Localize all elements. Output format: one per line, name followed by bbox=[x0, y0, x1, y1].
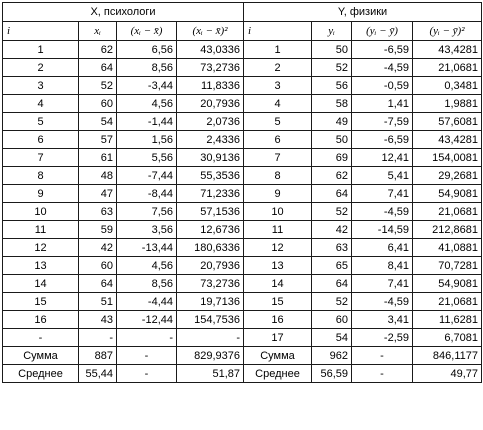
x-index-cell: 9 bbox=[3, 185, 79, 203]
x-header-index: i bbox=[3, 22, 79, 41]
y-value-cell: 50 bbox=[312, 41, 352, 59]
y-squared-deviation-cell: 70,7281 bbox=[413, 257, 482, 275]
y-deviation-cell: -6,59 bbox=[352, 131, 413, 149]
y-squared-deviation-cell: 49,77 bbox=[413, 365, 482, 383]
y-value-cell: 56 bbox=[312, 77, 352, 95]
x-deviation-cell: -12,44 bbox=[117, 311, 177, 329]
table-row bbox=[3, 275, 482, 293]
x-deviation-cell: 1,56 bbox=[117, 131, 177, 149]
table-row bbox=[3, 203, 482, 221]
x-value-cell: 62 bbox=[79, 41, 117, 59]
y-value-cell: 54 bbox=[312, 329, 352, 347]
y-index-cell: Среднее bbox=[244, 365, 312, 383]
y-index-cell: 12 bbox=[244, 239, 312, 257]
y-deviation-cell: -0,59 bbox=[352, 77, 413, 95]
x-deviation-cell: 8,56 bbox=[117, 59, 177, 77]
y-deviation-cell: 1,41 bbox=[352, 95, 413, 113]
x-header-value: xᵢ bbox=[79, 22, 117, 41]
x-index-cell: 2 bbox=[3, 59, 79, 77]
x-value-cell: 55,44 bbox=[79, 365, 117, 383]
y-squared-deviation-cell: 54,9081 bbox=[413, 185, 482, 203]
table-row bbox=[3, 59, 482, 77]
y-deviation-cell: 5,41 bbox=[352, 167, 413, 185]
y-index-cell: 9 bbox=[244, 185, 312, 203]
x-value-cell: 60 bbox=[79, 257, 117, 275]
y-deviation-cell: -14,59 bbox=[352, 221, 413, 239]
y-squared-deviation-cell: 1,9881 bbox=[413, 95, 482, 113]
summary-row bbox=[3, 347, 482, 365]
x-deviation-cell: 4,56 bbox=[117, 257, 177, 275]
group-header-row bbox=[3, 3, 482, 22]
x-deviation-cell: 5,56 bbox=[117, 149, 177, 167]
x-index-cell: 14 bbox=[3, 275, 79, 293]
x-deviation-cell: -7,44 bbox=[117, 167, 177, 185]
y-value-cell: 52 bbox=[312, 59, 352, 77]
y-squared-deviation-cell: 11,6281 bbox=[413, 311, 482, 329]
y-index-cell: 7 bbox=[244, 149, 312, 167]
y-deviation-cell: 3,41 bbox=[352, 311, 413, 329]
x-deviation-cell: - bbox=[117, 347, 177, 365]
x-index-cell: 7 bbox=[3, 149, 79, 167]
y-header-value: yᵢ bbox=[312, 22, 352, 41]
y-squared-deviation-cell: 57,6081 bbox=[413, 113, 482, 131]
x-value-cell: - bbox=[79, 329, 117, 347]
x-deviation-cell: 8,56 bbox=[117, 275, 177, 293]
y-index-cell: 10 bbox=[244, 203, 312, 221]
y-value-cell: 62 bbox=[312, 167, 352, 185]
x-index-cell: 11 bbox=[3, 221, 79, 239]
y-index-cell: 6 bbox=[244, 131, 312, 149]
x-index-cell: 15 bbox=[3, 293, 79, 311]
table-row bbox=[3, 41, 482, 59]
x-index-cell: 1 bbox=[3, 41, 79, 59]
x-deviation-cell: 4,56 bbox=[117, 95, 177, 113]
x-value-cell: 63 bbox=[79, 203, 117, 221]
y-deviation-cell: 7,41 bbox=[352, 275, 413, 293]
y-value-cell: 52 bbox=[312, 293, 352, 311]
x-index-cell: 10 bbox=[3, 203, 79, 221]
y-index-cell: 1 bbox=[244, 41, 312, 59]
y-index-cell: 5 bbox=[244, 113, 312, 131]
x-header-deviation: (xᵢ − x̄) bbox=[117, 22, 177, 41]
y-index-cell: 15 bbox=[244, 293, 312, 311]
y-deviation-cell: 8,41 bbox=[352, 257, 413, 275]
y-squared-deviation-cell: 0,3481 bbox=[413, 77, 482, 95]
x-squared-deviation-cell: 55,3536 bbox=[177, 167, 244, 185]
y-deviation-cell: - bbox=[352, 347, 413, 365]
summary-row bbox=[3, 365, 482, 383]
y-index-cell: 16 bbox=[244, 311, 312, 329]
table-row bbox=[3, 221, 482, 239]
group-x-label: X, психологи bbox=[3, 3, 244, 22]
y-squared-deviation-cell: 154,0081 bbox=[413, 149, 482, 167]
y-index-cell: Сумма bbox=[244, 347, 312, 365]
x-value-cell: 64 bbox=[79, 59, 117, 77]
y-value-cell: 52 bbox=[312, 203, 352, 221]
y-header-index: i bbox=[244, 22, 312, 41]
x-squared-deviation-cell: 19,7136 bbox=[177, 293, 244, 311]
x-squared-deviation-cell: 12,6736 bbox=[177, 221, 244, 239]
y-index-cell: 11 bbox=[244, 221, 312, 239]
x-value-cell: 61 bbox=[79, 149, 117, 167]
x-squared-deviation-cell: 51,87 bbox=[177, 365, 244, 383]
x-squared-deviation-cell: 829,9376 bbox=[177, 347, 244, 365]
x-value-cell: 47 bbox=[79, 185, 117, 203]
statistics-table bbox=[2, 2, 482, 383]
x-squared-deviation-cell: 20,7936 bbox=[177, 95, 244, 113]
x-squared-deviation-cell: 2,0736 bbox=[177, 113, 244, 131]
x-deviation-cell: -4,44 bbox=[117, 293, 177, 311]
y-value-cell: 69 bbox=[312, 149, 352, 167]
table-row bbox=[3, 257, 482, 275]
y-index-cell: 4 bbox=[244, 95, 312, 113]
x-deviation-cell: - bbox=[117, 365, 177, 383]
y-index-cell: 3 bbox=[244, 77, 312, 95]
y-deviation-cell: -7,59 bbox=[352, 113, 413, 131]
x-deviation-cell: - bbox=[117, 329, 177, 347]
y-index-cell: 13 bbox=[244, 257, 312, 275]
y-squared-deviation-cell: 846,1177 bbox=[413, 347, 482, 365]
table-row bbox=[3, 77, 482, 95]
statistics-table-container bbox=[2, 2, 482, 383]
x-deviation-cell: -8,44 bbox=[117, 185, 177, 203]
x-index-cell: 12 bbox=[3, 239, 79, 257]
table-row bbox=[3, 311, 482, 329]
x-squared-deviation-cell: 154,7536 bbox=[177, 311, 244, 329]
x-squared-deviation-cell: 30,9136 bbox=[177, 149, 244, 167]
y-index-cell: 14 bbox=[244, 275, 312, 293]
x-value-cell: 60 bbox=[79, 95, 117, 113]
table-row bbox=[3, 185, 482, 203]
x-value-cell: 51 bbox=[79, 293, 117, 311]
x-deviation-cell: 3,56 bbox=[117, 221, 177, 239]
table-row bbox=[3, 293, 482, 311]
y-squared-deviation-cell: 29,2681 bbox=[413, 167, 482, 185]
x-header-squared-deviation: (xᵢ − x̄)² bbox=[177, 22, 244, 41]
table-row bbox=[3, 167, 482, 185]
y-value-cell: 42 bbox=[312, 221, 352, 239]
y-value-cell: 60 bbox=[312, 311, 352, 329]
x-index-cell: 6 bbox=[3, 131, 79, 149]
y-index-cell: 2 bbox=[244, 59, 312, 77]
column-header-row bbox=[3, 22, 482, 41]
y-deviation-cell: -2,59 bbox=[352, 329, 413, 347]
x-squared-deviation-cell: 180,6336 bbox=[177, 239, 244, 257]
y-index-cell: 17 bbox=[244, 329, 312, 347]
table-row bbox=[3, 239, 482, 257]
x-index-cell: Среднее bbox=[3, 365, 79, 383]
y-deviation-cell: 6,41 bbox=[352, 239, 413, 257]
y-header-deviation: (yᵢ − ȳ) bbox=[352, 22, 413, 41]
x-value-cell: 64 bbox=[79, 275, 117, 293]
y-deviation-cell: -4,59 bbox=[352, 203, 413, 221]
y-value-cell: 64 bbox=[312, 185, 352, 203]
x-value-cell: 52 bbox=[79, 77, 117, 95]
y-header-squared-deviation: (yᵢ − ȳ)² bbox=[413, 22, 482, 41]
x-squared-deviation-cell: 20,7936 bbox=[177, 257, 244, 275]
y-value-cell: 50 bbox=[312, 131, 352, 149]
y-deviation-cell: 7,41 bbox=[352, 185, 413, 203]
x-squared-deviation-cell: 43,0336 bbox=[177, 41, 244, 59]
table-row bbox=[3, 149, 482, 167]
x-value-cell: 887 bbox=[79, 347, 117, 365]
y-value-cell: 63 bbox=[312, 239, 352, 257]
table-row bbox=[3, 113, 482, 131]
x-index-cell: 16 bbox=[3, 311, 79, 329]
y-value-cell: 58 bbox=[312, 95, 352, 113]
x-deviation-cell: -13,44 bbox=[117, 239, 177, 257]
x-value-cell: 59 bbox=[79, 221, 117, 239]
y-squared-deviation-cell: 212,8681 bbox=[413, 221, 482, 239]
x-index-cell: 8 bbox=[3, 167, 79, 185]
y-squared-deviation-cell: 21,0681 bbox=[413, 293, 482, 311]
y-deviation-cell: - bbox=[352, 365, 413, 383]
x-squared-deviation-cell: 73,2736 bbox=[177, 275, 244, 293]
x-squared-deviation-cell: 71,2336 bbox=[177, 185, 244, 203]
y-value-cell: 962 bbox=[312, 347, 352, 365]
y-squared-deviation-cell: 43,4281 bbox=[413, 131, 482, 149]
x-value-cell: 57 bbox=[79, 131, 117, 149]
x-value-cell: 43 bbox=[79, 311, 117, 329]
y-deviation-cell: -4,59 bbox=[352, 59, 413, 77]
y-squared-deviation-cell: 43,4281 bbox=[413, 41, 482, 59]
table-row bbox=[3, 329, 482, 347]
x-index-cell: 3 bbox=[3, 77, 79, 95]
x-index-cell: 5 bbox=[3, 113, 79, 131]
x-deviation-cell: -3,44 bbox=[117, 77, 177, 95]
y-value-cell: 56,59 bbox=[312, 365, 352, 383]
y-value-cell: 49 bbox=[312, 113, 352, 131]
x-deviation-cell: -1,44 bbox=[117, 113, 177, 131]
y-deviation-cell: -4,59 bbox=[352, 293, 413, 311]
x-value-cell: 54 bbox=[79, 113, 117, 131]
y-squared-deviation-cell: 41,0881 bbox=[413, 239, 482, 257]
y-squared-deviation-cell: 21,0681 bbox=[413, 59, 482, 77]
y-value-cell: 64 bbox=[312, 275, 352, 293]
y-deviation-cell: 12,41 bbox=[352, 149, 413, 167]
x-index-cell: - bbox=[3, 329, 79, 347]
x-squared-deviation-cell: 2,4336 bbox=[177, 131, 244, 149]
y-squared-deviation-cell: 6,7081 bbox=[413, 329, 482, 347]
x-index-cell: 4 bbox=[3, 95, 79, 113]
x-squared-deviation-cell: 11,8336 bbox=[177, 77, 244, 95]
x-squared-deviation-cell: 73,2736 bbox=[177, 59, 244, 77]
x-value-cell: 42 bbox=[79, 239, 117, 257]
x-index-cell: 13 bbox=[3, 257, 79, 275]
y-squared-deviation-cell: 21,0681 bbox=[413, 203, 482, 221]
group-y-label: Y, физики bbox=[244, 3, 482, 22]
x-deviation-cell: 7,56 bbox=[117, 203, 177, 221]
y-value-cell: 65 bbox=[312, 257, 352, 275]
x-index-cell: Сумма bbox=[3, 347, 79, 365]
x-squared-deviation-cell: 57,1536 bbox=[177, 203, 244, 221]
y-squared-deviation-cell: 54,9081 bbox=[413, 275, 482, 293]
table-row bbox=[3, 131, 482, 149]
y-index-cell: 8 bbox=[244, 167, 312, 185]
x-deviation-cell: 6,56 bbox=[117, 41, 177, 59]
x-squared-deviation-cell: - bbox=[177, 329, 244, 347]
y-deviation-cell: -6,59 bbox=[352, 41, 413, 59]
table-row bbox=[3, 95, 482, 113]
x-value-cell: 48 bbox=[79, 167, 117, 185]
